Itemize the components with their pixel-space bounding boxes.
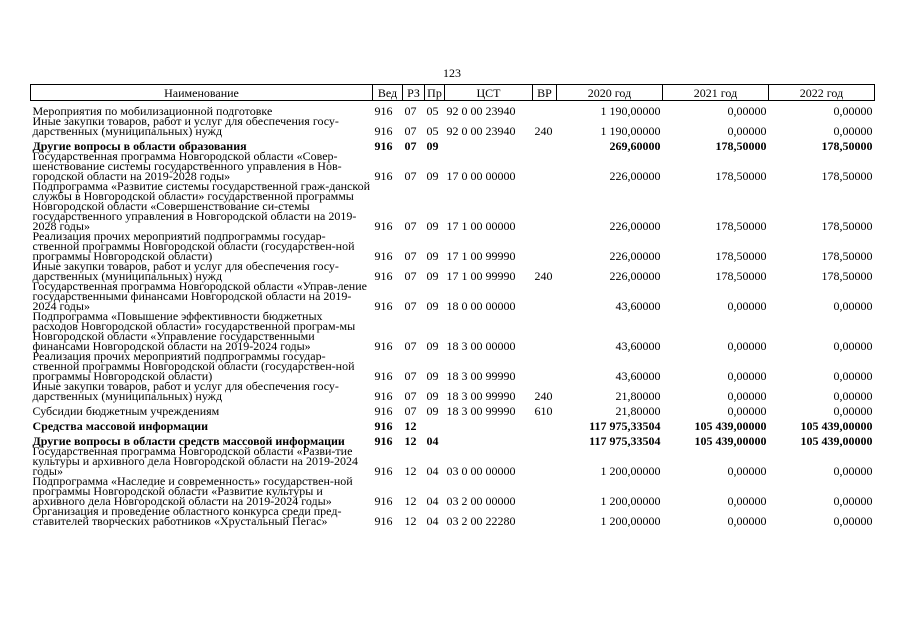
header-2022: 2022 год [769, 85, 875, 101]
row-cst: 18 3 00 99990 [446, 404, 516, 418]
row-value-2022: 105 439,00000 [800, 434, 873, 448]
row-name: Государственная программа Новгородской области «Разви-тие культуры и архивного дела Новгородской области на 2019-2024 годы» [32, 444, 358, 478]
table-row [31, 476, 875, 506]
row-value-2022: 178,50000 [821, 219, 873, 233]
row-value-2020: 43,60000 [615, 369, 661, 383]
row-ved: 916 [374, 299, 393, 313]
row-vr [533, 506, 557, 526]
header-2020: 2020 год [557, 85, 663, 101]
row-value-2022: 0,00000 [833, 494, 873, 508]
row-name: Подпрограмма «Развитие системы государственной граж-данской службы в Новгородской области» государственной программы Новгородской области «Совершенствование си-стемы государственного управления в Новгородской области на 2019-2028 годы» [32, 179, 371, 233]
header-vr: ВР [533, 85, 557, 101]
row-rz: 07 [404, 169, 417, 183]
row-pr: 04 [426, 434, 439, 448]
table-row [31, 181, 875, 231]
row-value-2022: 0,00000 [833, 404, 873, 418]
row-pr: 09 [426, 249, 439, 263]
row-cst [445, 416, 533, 431]
row-ved: 916 [374, 219, 393, 233]
row-pr: 04 [426, 464, 439, 478]
table-row [31, 281, 875, 311]
row-vr [533, 231, 557, 261]
row-value-2020: 226,00000 [609, 269, 661, 283]
row-pr: 09 [426, 139, 439, 153]
row-value-2022: 178,50000 [821, 249, 873, 263]
row-rz: 07 [404, 404, 417, 418]
row-cst: 18 3 00 99990 [446, 389, 516, 403]
row-cst [445, 431, 533, 446]
table-body [31, 101, 875, 527]
table-row [31, 446, 875, 476]
row-pr: 04 [426, 514, 439, 528]
row-ved: 916 [374, 464, 393, 478]
row-rz: 07 [404, 269, 417, 283]
row-vr: 240 [534, 269, 553, 283]
row-pr: 04 [426, 494, 439, 508]
row-vr [533, 416, 557, 431]
row-vr [533, 151, 557, 181]
row-cst: 92 0 00 23940 [446, 124, 516, 138]
row-value-2021: 105 439,00000 [694, 434, 767, 448]
row-cst: 17 1 00 99990 [446, 269, 516, 283]
row-vr [533, 431, 557, 446]
row-value-2022: 178,50000 [821, 169, 873, 183]
row-value-2021: 0,00000 [727, 404, 767, 418]
row-name: Другие вопросы в области образования [32, 139, 247, 153]
row-value-2021: 178,50000 [715, 219, 767, 233]
row-value-2021: 0,00000 [727, 494, 767, 508]
row-ved: 916 [374, 169, 393, 183]
row-cst: 17 1 00 00000 [446, 219, 516, 233]
row-vr [533, 351, 557, 381]
row-value-2021: 178,50000 [715, 169, 767, 183]
row-name: Подпрограмма «Наследие и современность» государствен-ной программы Новгородской области «Развитие культуры и архивного дела Новгородской области на 2019-2024 годы» [32, 474, 353, 508]
row-value-2021: 0,00000 [727, 104, 767, 118]
row-name: Государственная программа Новгородской области «Совер-шенствование системы государственного управления в Нов-городской области на 2019-2028 годы» [32, 149, 342, 183]
row-cst: 03 0 00 00000 [446, 464, 516, 478]
row-value-2020: 117 975,33504 [589, 434, 661, 448]
row-value-2022: 0,00000 [833, 104, 873, 118]
row-rz: 07 [404, 299, 417, 313]
row-rz: 07 [404, 249, 417, 263]
row-name: Реализация прочих мероприятий подпрограммы государ-ственной программы Новгородской области (государствен-ной программы Новгородской области) [32, 229, 355, 263]
row-value-2020: 1 200,00000 [600, 494, 661, 508]
row-value-2020: 43,60000 [615, 339, 661, 353]
header-rz: РЗ [403, 85, 425, 101]
row-rz: 07 [404, 124, 417, 138]
row-value-2020: 1 200,00000 [600, 514, 661, 528]
row-value-2022: 0,00000 [833, 389, 873, 403]
header-cst: ЦСТ [445, 85, 533, 101]
row-cst: 18 0 00 00000 [446, 299, 516, 313]
row-vr: 240 [534, 389, 553, 403]
row-value-2020: 269,60000 [609, 139, 661, 153]
row-cst: 92 0 00 23940 [446, 104, 516, 118]
row-value-2022: 0,00000 [833, 339, 873, 353]
row-pr: 09 [426, 369, 439, 383]
row-vr [533, 281, 557, 311]
row-value-2021: 178,50000 [715, 249, 767, 263]
table-row [31, 311, 875, 351]
row-pr: 09 [426, 219, 439, 233]
row-rz: 12 [404, 494, 417, 508]
row-cst: 03 2 00 22280 [446, 514, 516, 528]
row-cst [445, 136, 533, 151]
row-ved: 916 [374, 369, 393, 383]
row-value-2020: 1 190,00000 [600, 124, 661, 138]
row-value-2022: 0,00000 [833, 124, 873, 138]
row-ved: 916 [374, 514, 393, 528]
row-pr: 05 [426, 104, 439, 118]
row-ved: 916 [374, 104, 393, 118]
row-name: Иные закупки товаров, работ и услуг для обеспечения госу-дарственных (муниципальных) нужд [32, 114, 339, 138]
row-value-2022: 105 439,00000 [800, 419, 873, 433]
row-vr [533, 476, 557, 506]
table-header-row [31, 85, 875, 101]
row-value-2020: 1 190,00000 [600, 104, 661, 118]
row-rz: 12 [404, 464, 417, 478]
page-number: 123 [443, 66, 461, 80]
row-pr: 05 [426, 124, 439, 138]
row-rz: 07 [404, 369, 417, 383]
row-cst: 17 0 00 00000 [446, 169, 516, 183]
row-value-2020: 226,00000 [609, 219, 661, 233]
row-cst: 18 3 00 00000 [446, 339, 516, 353]
row-value-2022: 0,00000 [833, 369, 873, 383]
row-name: Реализация прочих мероприятий подпрограммы государ-ственной программы Новгородской области (государствен-ной программы Новгородской области) [32, 349, 355, 383]
row-pr: 09 [426, 389, 439, 403]
row-vr: 610 [534, 404, 553, 418]
row-vr [533, 101, 557, 117]
row-value-2021: 105 439,00000 [694, 419, 767, 433]
row-value-2021: 178,50000 [715, 139, 767, 153]
row-pr: 09 [426, 299, 439, 313]
row-ved: 916 [374, 434, 393, 448]
row-vr [533, 311, 557, 351]
row-vr [533, 181, 557, 231]
row-rz: 07 [404, 139, 417, 153]
header-2021: 2021 год [663, 85, 769, 101]
table-row [31, 231, 875, 261]
row-ved: 916 [374, 269, 393, 283]
table-row [31, 261, 875, 281]
row-value-2022: 178,50000 [821, 269, 873, 283]
row-value-2022: 178,50000 [821, 139, 873, 153]
row-rz: 07 [404, 389, 417, 403]
header-name: Наименование [31, 85, 373, 101]
row-name: Иные закупки товаров, работ и услуг для обеспечения госу-дарственных (муниципальных) нужд [32, 379, 339, 403]
row-value-2021: 178,50000 [715, 269, 767, 283]
row-value-2021: 0,00000 [727, 369, 767, 383]
row-value-2020: 226,00000 [609, 249, 661, 263]
row-pr: 09 [426, 169, 439, 183]
row-vr [533, 446, 557, 476]
row-value-2020: 226,00000 [609, 169, 661, 183]
row-name: Организация и проведение областного конкурса среди пред-ставителей творческих работников «Хрустальный Пегас» [32, 504, 342, 528]
row-vr: 240 [534, 124, 553, 138]
row-ved: 916 [374, 339, 393, 353]
header-ved: Вед [373, 85, 403, 101]
table-row [31, 116, 875, 136]
row-name: Государственная программа Новгородской области «Управ-ление государственными финансами Новгородской области на 2019-2024 годы» [32, 279, 367, 313]
row-value-2021: 0,00000 [727, 124, 767, 138]
row-name: Мероприятия по мобилизационной подготовке [32, 104, 273, 118]
row-pr: 09 [426, 339, 439, 353]
row-value-2022: 0,00000 [833, 514, 873, 528]
row-ved: 916 [374, 494, 393, 508]
row-vr [533, 136, 557, 151]
table-row [31, 401, 875, 416]
row-value-2022: 0,00000 [833, 464, 873, 478]
row-name: Другие вопросы в области средств массовой информации [32, 434, 345, 448]
row-value-2021: 0,00000 [727, 299, 767, 313]
row-ved: 916 [374, 419, 393, 433]
row-value-2020: 21,80000 [615, 404, 661, 418]
row-value-2020: 21,80000 [615, 389, 661, 403]
row-pr: 09 [426, 404, 439, 418]
row-ved: 916 [374, 404, 393, 418]
row-ved: 916 [374, 139, 393, 153]
row-rz: 12 [404, 514, 417, 528]
row-ved: 916 [374, 249, 393, 263]
row-pr [425, 416, 445, 431]
row-value-2021: 0,00000 [727, 514, 767, 528]
row-value-2021: 0,00000 [727, 389, 767, 403]
row-cst: 03 2 00 00000 [446, 494, 516, 508]
row-rz: 12 [404, 419, 417, 433]
row-ved: 916 [374, 389, 393, 403]
table-row [31, 151, 875, 181]
row-cst: 17 1 00 99990 [446, 249, 516, 263]
row-value-2021: 0,00000 [727, 339, 767, 353]
row-cst: 18 3 00 99990 [446, 369, 516, 383]
table-row [31, 506, 875, 526]
row-value-2020: 43,60000 [615, 299, 661, 313]
row-rz: 07 [404, 219, 417, 233]
row-rz: 12 [404, 434, 417, 448]
header-pr: Пр [425, 85, 445, 101]
row-value-2021: 0,00000 [727, 464, 767, 478]
row-name: Субсидии бюджетным учреждениям [32, 404, 220, 418]
budget-table [30, 84, 875, 526]
row-name: Иные закупки товаров, работ и услуг для обеспечения госу-дарственных (муниципальных) нужд [32, 259, 339, 283]
row-ved: 916 [374, 124, 393, 138]
table-row [31, 381, 875, 401]
table-row [31, 351, 875, 381]
row-rz: 07 [404, 339, 417, 353]
table-row [31, 416, 875, 431]
row-pr: 09 [426, 269, 439, 283]
row-value-2020: 117 975,33504 [589, 419, 661, 433]
row-name: Подпрограмма «Повышение эффективности бюджетных расходов Новгородской области» государственной програм-мы Новгородской области «Управление государственными финансами Новгородской области на 2019-2024 годы» [32, 309, 356, 353]
row-value-2020: 1 200,00000 [600, 464, 661, 478]
row-rz: 07 [404, 104, 417, 118]
row-value-2022: 0,00000 [833, 299, 873, 313]
row-name: Средства массовой информации [32, 419, 208, 433]
